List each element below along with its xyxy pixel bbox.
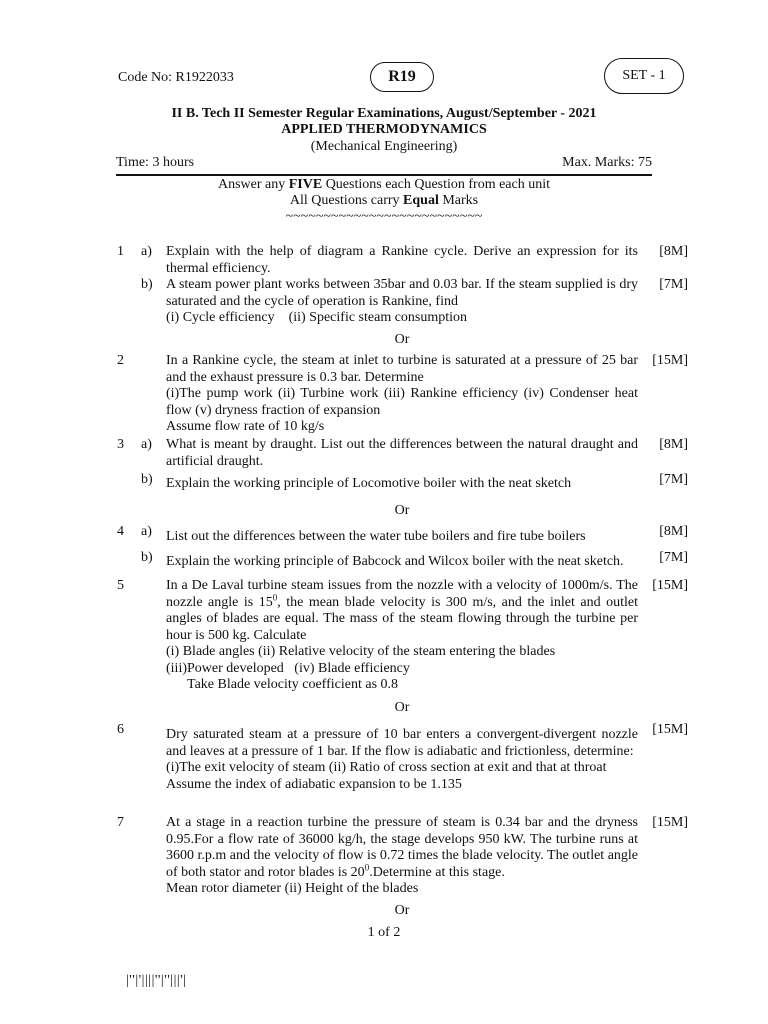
or-separator-1: Or bbox=[394, 332, 410, 347]
question-4b-label: b) bbox=[141, 550, 153, 565]
page-number: 1 of 2 bbox=[367, 925, 401, 940]
question-3a-text: What is meant by draught. List out the differences between the natural draught and artificial draught. bbox=[166, 437, 638, 469]
question-3a-marks: [8M] bbox=[659, 437, 688, 452]
question-1-number: 1 bbox=[117, 244, 124, 259]
question-5-number: 5 bbox=[117, 578, 124, 593]
question-4a-marks: [8M] bbox=[659, 524, 688, 539]
subject-title: APPLIED THERMODYNAMICS bbox=[281, 122, 487, 137]
question-4a-text: List out the differences between the water tube boilers and fire tube boilers bbox=[166, 529, 586, 544]
question-4b-text: Explain the working principle of Babcock and Wilcox boiler with the neat sketch. bbox=[166, 554, 624, 569]
question-6-marks: [15M] bbox=[652, 722, 688, 737]
exam-time: Time: 3 hours bbox=[116, 155, 195, 170]
question-1b-marks: [7M] bbox=[659, 277, 688, 292]
exam-title: II B. Tech II Semester Regular Examinations, August/September - 2021 bbox=[171, 106, 597, 121]
question-3b-marks: [7M] bbox=[659, 472, 688, 487]
question-3-number: 3 bbox=[117, 437, 124, 452]
or-separator-4: Or bbox=[394, 903, 410, 918]
question-1b-text: A steam power plant works between 35bar and 0.03 bar. If the steam supplied is dry saturated and the cycle of operation is Rankine, find (i) Cycle efficiency (ii) Specific steam consumption bbox=[166, 277, 638, 325]
question-4b-marks: [7M] bbox=[659, 550, 688, 565]
question-4a-label: a) bbox=[141, 524, 152, 539]
question-6-number: 6 bbox=[117, 722, 124, 737]
question-2-text: In a Rankine cycle, the steam at inlet to turbine is saturated at a pressure of 25 bar and the exhaust pressure is 0.3 bar. Determine (i)The pump work (ii) Turbine work (iii) Rankine efficiency (iv) Condenser heat flow (v) dryness fraction of expansion Assume flow rate of 10 kg/s bbox=[166, 353, 638, 434]
question-4-number: 4 bbox=[117, 524, 124, 539]
header-rule bbox=[116, 174, 652, 176]
question-2-number: 2 bbox=[117, 353, 124, 368]
question-5-marks: [15M] bbox=[652, 578, 688, 593]
barcode: |''|'||||''|''|||'| bbox=[126, 973, 187, 988]
set-badge: SET - 1 bbox=[604, 58, 684, 94]
branch-name: (Mechanical Engineering) bbox=[310, 139, 458, 154]
question-5-text: In a De Laval turbine steam issues from the nozzle with a velocity of 1000m/s. The nozzle angle is $15^0$, the mean blade velocity is 300 m/s, and the inlet and outlet angles of blades are equal. The mass of the steam flowing through the turbine per hour is 500 kg. Calculate (i) Blade angles (ii) Relative velocity of the steam entering the blades (iii)Power developed (iv) Blade efficiency Take Blade velocity coefficient as 0.8 bbox=[166, 578, 639, 692]
or-separator-2: Or bbox=[394, 503, 410, 518]
max-marks: Max. Marks: 75 bbox=[562, 155, 652, 170]
question-3b-text: Explain the working principle of Locomotive boiler with the neat sketch bbox=[166, 476, 572, 491]
instruction-line-1: Answer any FIVE Questions each Question from each unit bbox=[217, 177, 551, 192]
tilde-separator: ~~~~~~~~~~~~~~~~~~~~~~~~~~ bbox=[285, 209, 483, 224]
code-number: Code No: R1922033 bbox=[118, 70, 234, 85]
or-separator-3: Or bbox=[394, 700, 410, 715]
question-1a-text: Explain with the help of diagram a Rankine cycle. Derive an expression for its thermal efficiency. bbox=[166, 244, 638, 276]
question-7-number: 7 bbox=[117, 815, 124, 830]
question-1a-marks: [8M] bbox=[659, 244, 688, 259]
question-3a-label: a) bbox=[141, 437, 152, 452]
question-3b-label: b) bbox=[141, 472, 153, 487]
question-7-marks: [15M] bbox=[652, 815, 688, 830]
question-2-marks: [15M] bbox=[652, 353, 688, 368]
instruction-line-2: All Questions carry Equal Marks bbox=[289, 193, 479, 208]
question-6-text: Dry saturated steam at a pressure of 10 bar enters a convergent-divergent nozzle and leaves at a pressure of 1 bar. If the flow is adiabatic and frictionless, determine: (i)The exit velocity of steam (ii) Ratio of cross section at exit and that at throat Assume the index of adiabatic expansion to be 1.135 bbox=[166, 727, 638, 792]
question-7-text: At a stage in a reaction turbine the pressure of steam is 0.34 bar and the dryness 0.95.For a flow rate of 36000 kg/h, the stage develops 950 kW. The turbine runs at 3600 r.p.m and the velocity of flow is 0.72 times the blade velocity. The outlet angle of both stator and rotor blades is $20^0.Determine$ at this stage. Mean rotor diameter (ii) Height of the blades bbox=[166, 815, 639, 896]
regulation-badge: R19 bbox=[370, 62, 434, 92]
question-1a-label: a) bbox=[141, 244, 152, 259]
question-1b-label: b) bbox=[141, 277, 153, 292]
